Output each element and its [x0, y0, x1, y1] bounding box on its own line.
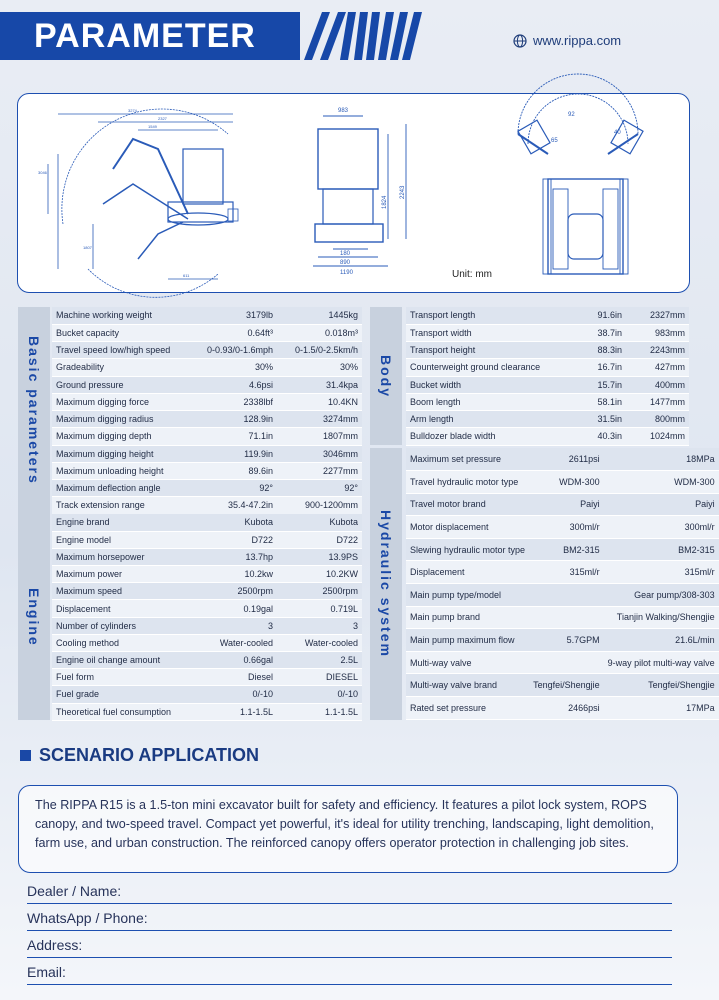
- website-url: www.rippa.com: [533, 33, 622, 48]
- whatsapp-phone-field[interactable]: WhatsApp / Phone:: [27, 907, 672, 931]
- spec-row: [52, 324, 362, 341]
- spec-row: [52, 480, 362, 497]
- spec-row: [406, 493, 719, 516]
- spec-imperial-value: 10.2kw: [182, 566, 277, 583]
- spec-row: [406, 629, 719, 652]
- website-link[interactable]: [513, 33, 621, 48]
- spec-metric-value: 0/-10: [277, 686, 362, 703]
- hydraulic-system-table: [406, 448, 719, 720]
- spec-label: Transport length: [406, 307, 556, 324]
- spec-imperial-value: 3179lb: [182, 307, 277, 324]
- svg-text:890: 890: [340, 260, 351, 266]
- spec-label: Slewing hydraulic motor type: [406, 538, 529, 561]
- dealer-name-field[interactable]: Dealer / Name:: [27, 880, 672, 904]
- spec-row: [52, 462, 362, 479]
- spec-imperial-value: 35.4-47.2in: [182, 497, 277, 514]
- svg-text:3274: 3274: [128, 108, 137, 113]
- spec-label: Bucket capacity: [52, 324, 182, 341]
- spec-metric-value: 92°: [277, 480, 362, 497]
- spec-metric-value: 1477mm: [626, 393, 689, 410]
- angle-40: 40: [614, 130, 621, 136]
- spec-label: Maximum speed: [52, 583, 182, 600]
- spec-imperial-value: [529, 584, 604, 607]
- spec-label: Engine model: [52, 531, 182, 548]
- spec-label: Motor displacement: [406, 516, 529, 539]
- spec-row: [406, 674, 719, 697]
- spec-label: Fuel grade: [52, 686, 182, 703]
- spec-row: [52, 652, 362, 669]
- spec-imperial-value: 128.9in: [182, 411, 277, 428]
- excavator-top-view-diagram: [518, 74, 643, 274]
- spec-label: Machine working weight: [52, 307, 182, 324]
- spec-row: [406, 651, 719, 674]
- spec-row: [406, 428, 689, 445]
- spec-imperial-value: Paiyi: [529, 493, 604, 516]
- spec-imperial-value: 2611psi: [529, 448, 604, 471]
- spec-imperial-value: 31.5in: [556, 411, 626, 428]
- spec-metric-value: 2243mm: [626, 342, 689, 359]
- spec-label: Displacement: [406, 561, 529, 584]
- spec-row: [52, 497, 362, 514]
- spec-label: Maximum digging depth: [52, 428, 182, 445]
- spec-metric-value: 900-1200mm: [277, 497, 362, 514]
- spec-row: [406, 448, 719, 471]
- spec-row: [406, 697, 719, 720]
- spec-row: [52, 600, 362, 617]
- spec-row: [406, 342, 689, 359]
- spec-label: Travel hydraulic motor type: [406, 471, 529, 494]
- spec-row: [406, 471, 719, 494]
- spec-metric-value: 30%: [277, 359, 362, 376]
- spec-metric-value: 2327mm: [626, 307, 689, 324]
- scenario-heading: SCENARIO APPLICATION: [20, 745, 259, 766]
- spec-metric-value: 2500rpm: [277, 583, 362, 600]
- spec-imperial-value: 1.1-1.5L: [182, 703, 277, 720]
- spec-imperial-value: 5.7GPM: [529, 629, 604, 652]
- spec-row: [52, 686, 362, 703]
- excavator-front-view-diagram: [313, 116, 406, 266]
- spec-metric-value: 427mm: [626, 359, 689, 376]
- spec-row: [406, 606, 719, 629]
- address-field[interactable]: Address:: [27, 934, 672, 958]
- spec-metric-value: 3: [277, 617, 362, 634]
- spec-row: [406, 561, 719, 584]
- spec-imperial-value: 0.66gal: [182, 652, 277, 669]
- spec-metric-value: 13.9PS: [277, 548, 362, 565]
- spec-imperial-value: 315ml/r: [529, 561, 604, 584]
- unit-label: Unit: mm: [452, 269, 492, 280]
- spec-imperial-value: 88.3in: [556, 342, 626, 359]
- spec-label: Bucket width: [406, 376, 556, 393]
- spec-row: [406, 324, 689, 341]
- spec-imperial-value: 89.6in: [182, 462, 277, 479]
- spec-metric-value: 2277mm: [277, 462, 362, 479]
- spec-label: Rated set pressure: [406, 697, 529, 720]
- spec-row: [52, 514, 362, 531]
- spec-metric-value: WDM-300: [604, 471, 719, 494]
- spec-row: [52, 703, 362, 720]
- spec-label: Cooling method: [52, 634, 182, 651]
- spec-imperial-value: Tengfei/Shengjie: [529, 674, 604, 697]
- spec-metric-value: BM2-315: [604, 538, 719, 561]
- spec-label: Ground pressure: [52, 376, 182, 393]
- spec-label: Multi-way valve: [406, 651, 529, 674]
- engine-tag: Engine: [18, 514, 50, 720]
- spec-imperial-value: 38.7in: [556, 324, 626, 341]
- spec-label: Maximum digging force: [52, 393, 182, 410]
- spec-metric-value: 315ml/r: [604, 561, 719, 584]
- spec-label: Maximum deflection angle: [52, 480, 182, 497]
- spec-label: Counterweight ground clearance: [406, 359, 556, 376]
- spec-label: Engine oil change amount: [52, 652, 182, 669]
- svg-text:2243: 2243: [400, 185, 406, 199]
- spec-metric-value: 983mm: [626, 324, 689, 341]
- spec-row: [52, 307, 362, 324]
- square-bullet-icon: [20, 750, 31, 761]
- dimension-diagrams-panel: [17, 93, 690, 293]
- spec-label: Arm length: [406, 411, 556, 428]
- spec-metric-value: 1807mm: [277, 428, 362, 445]
- spec-label: Gradeability: [52, 359, 182, 376]
- spec-imperial-value: BM2-315: [529, 538, 604, 561]
- spec-imperial-value: [529, 606, 604, 629]
- spec-imperial-value: 91.6in: [556, 307, 626, 324]
- spec-metric-value: 10.2KW: [277, 566, 362, 583]
- spec-imperial-value: 58.1in: [556, 393, 626, 410]
- spec-label: Displacement: [52, 600, 182, 617]
- spec-imperial-value: 0/-10: [182, 686, 277, 703]
- spec-label: Travel motor brand: [406, 493, 529, 516]
- spec-row: [52, 583, 362, 600]
- spec-row: [406, 411, 689, 428]
- svg-text:1190: 1190: [340, 270, 353, 276]
- svg-text:180: 180: [340, 251, 351, 257]
- spec-imperial-value: 3: [182, 617, 277, 634]
- spec-label: Theoretical fuel consumption: [52, 703, 182, 720]
- spec-row: [52, 566, 362, 583]
- spec-metric-value: 1445kg: [277, 307, 362, 324]
- spec-label: Number of cylinders: [52, 617, 182, 634]
- spec-label: Maximum horsepower: [52, 548, 182, 565]
- spec-metric-value: Gear pump/308-303: [604, 584, 719, 607]
- spec-metric-value: 1.1-1.5L: [277, 703, 362, 720]
- spec-metric-value: 31.4kpa: [277, 376, 362, 393]
- scenario-description: The RIPPA R15 is a 1.5-ton mini excavator built for safety and efficiency. It features a pilot lock system, ROPS canopy, and two-speed travel. Compact yet powerful, it's ideal for utility trenching, landscaping, light demolition, farm use, and urban construction. The reinforced canopy offers operator protection in challenging job sites.: [18, 785, 678, 873]
- spec-imperial-value: 0-0.93/0-1.6mph: [182, 342, 277, 359]
- engine-table: [52, 514, 362, 721]
- spec-label: Maximum set pressure: [406, 448, 529, 471]
- spec-label: Travel speed low/high speed: [52, 342, 182, 359]
- spec-row: [52, 634, 362, 651]
- spec-imperial-value: 2338lbf: [182, 393, 277, 410]
- spec-metric-value: Tengfei/Shengjie: [604, 674, 719, 697]
- svg-text:3046: 3046: [38, 170, 47, 175]
- spec-row: [52, 548, 362, 565]
- spec-row: [52, 376, 362, 393]
- spec-label: Main pump brand: [406, 606, 529, 629]
- svg-text:1807: 1807: [83, 245, 92, 250]
- spec-metric-value: D722: [277, 531, 362, 548]
- excavator-side-view-diagram: [18, 94, 688, 291]
- spec-metric-value: 10.4KN: [277, 393, 362, 410]
- spec-imperial-value: 16.7in: [556, 359, 626, 376]
- spec-metric-value: Paiyi: [604, 493, 719, 516]
- spec-label: Multi-way valve brand: [406, 674, 529, 697]
- spec-imperial-value: WDM-300: [529, 471, 604, 494]
- spec-label: Track extension range: [52, 497, 182, 514]
- spec-metric-value: 3274mm: [277, 411, 362, 428]
- spec-imperial-value: 300ml/r: [529, 516, 604, 539]
- spec-label: Maximum digging height: [52, 445, 182, 462]
- spec-imperial-value: 4.6psi: [182, 376, 277, 393]
- spec-row: [52, 359, 362, 376]
- spec-row: [406, 376, 689, 393]
- spec-imperial-value: 30%: [182, 359, 277, 376]
- spec-row: [52, 428, 362, 445]
- basic-parameters-table: [52, 307, 362, 515]
- spec-imperial-value: D722: [182, 531, 277, 548]
- spec-metric-value: Water-cooled: [277, 634, 362, 651]
- body-table: [406, 307, 689, 446]
- basic-parameters-tag: Basic parameters: [18, 307, 50, 514]
- spec-imperial-value: Diesel: [182, 669, 277, 686]
- svg-text:983: 983: [338, 108, 349, 114]
- spec-imperial-value: [529, 651, 604, 674]
- svg-text:1824: 1824: [382, 195, 388, 209]
- spec-row: [52, 617, 362, 634]
- spec-imperial-value: 2500rpm: [182, 583, 277, 600]
- spec-imperial-value: 0.64ft³: [182, 324, 277, 341]
- spec-label: Engine brand: [52, 514, 182, 531]
- spec-metric-value: 3046mm: [277, 445, 362, 462]
- spec-metric-value: Kubota: [277, 514, 362, 531]
- angle-92: 92: [568, 112, 575, 118]
- spec-imperial-value: Water-cooled: [182, 634, 277, 651]
- spec-metric-value: 1024mm: [626, 428, 689, 445]
- spec-metric-value: 300ml/r: [604, 516, 719, 539]
- spec-metric-value: 2.5L: [277, 652, 362, 669]
- spec-label: Main pump maximum flow: [406, 629, 529, 652]
- spec-label: Main pump type/model: [406, 584, 529, 607]
- spec-imperial-value: 71.1in: [182, 428, 277, 445]
- spec-metric-value: 0.018m³: [277, 324, 362, 341]
- svg-text:611: 611: [183, 273, 190, 278]
- spec-row: [406, 538, 719, 561]
- brand-stripes-logo: [300, 12, 430, 60]
- spec-label: Maximum digging radius: [52, 411, 182, 428]
- angle-65: 65: [551, 138, 558, 144]
- spec-imperial-value: 92°: [182, 480, 277, 497]
- spec-imperial-value: 13.7hp: [182, 548, 277, 565]
- spec-label: Transport height: [406, 342, 556, 359]
- spec-label: Maximum unloading height: [52, 462, 182, 479]
- email-field[interactable]: Email:: [27, 961, 672, 985]
- spec-label: Fuel form: [52, 669, 182, 686]
- spec-row: [52, 342, 362, 359]
- spec-imperial-value: 119.9in: [182, 445, 277, 462]
- spec-metric-value: 800mm: [626, 411, 689, 428]
- spec-metric-value: 17MPa: [604, 697, 719, 720]
- spec-imperial-value: Kubota: [182, 514, 277, 531]
- spec-row: [52, 669, 362, 686]
- spec-row: [406, 307, 689, 324]
- spec-imperial-value: 15.7in: [556, 376, 626, 393]
- spec-row: [406, 393, 689, 410]
- globe-icon: [513, 34, 527, 48]
- spec-imperial-value: 0.19gal: [182, 600, 277, 617]
- spec-row: [52, 393, 362, 410]
- spec-metric-value: 21.6L/min: [604, 629, 719, 652]
- svg-text:1549: 1549: [148, 124, 157, 129]
- spec-metric-value: 9-way pilot multi-way valve: [604, 651, 719, 674]
- spec-metric-value: Tianjin Walking/Shengjie: [604, 606, 719, 629]
- spec-row: [52, 411, 362, 428]
- spec-label: Transport width: [406, 324, 556, 341]
- spec-row: [52, 445, 362, 462]
- spec-metric-value: DIESEL: [277, 669, 362, 686]
- spec-metric-value: 0-1.5/0-2.5km/h: [277, 342, 362, 359]
- spec-imperial-value: 40.3in: [556, 428, 626, 445]
- spec-label: Bulldozer blade width: [406, 428, 556, 445]
- spec-label: Boom length: [406, 393, 556, 410]
- spec-row: [406, 359, 689, 376]
- spec-imperial-value: 2466psi: [529, 697, 604, 720]
- spec-row: [406, 584, 719, 607]
- hydraulic-system-tag: Hydraulic system: [370, 448, 402, 720]
- spec-row: [406, 516, 719, 539]
- spec-metric-value: 18MPa: [604, 448, 719, 471]
- spec-label: Maximum power: [52, 566, 182, 583]
- body-tag: Body: [370, 307, 402, 445]
- spec-metric-value: 400mm: [626, 376, 689, 393]
- spec-metric-value: 0.719L: [277, 600, 362, 617]
- spec-row: [52, 531, 362, 548]
- svg-text:2327: 2327: [158, 116, 167, 121]
- page-title: PARAMETER: [34, 17, 256, 55]
